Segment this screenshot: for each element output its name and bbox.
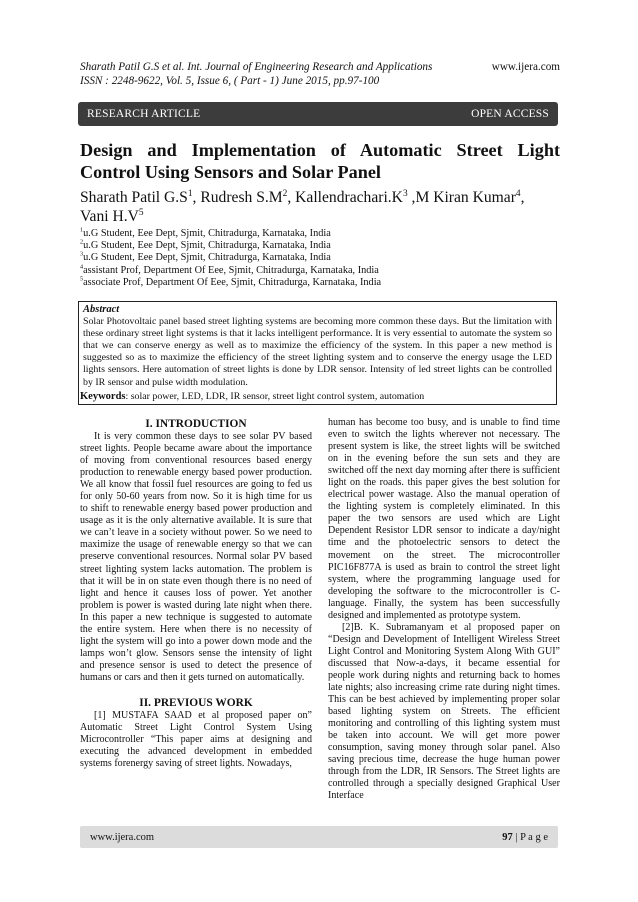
author-separator: , — [520, 189, 525, 206]
introduction-paragraph: It is very common these days to see solar PV based street lights. People became aware about the importance of moving from conventional resources based energy production to renewable energy based power production. We all know that fossil fuel resources are going to fed us for only 50-60 years from now. So it is high time for us to shift to renewable energy based power production and usage as it is the only alternative available. It is sure that we can’t leave in a society without power. So we need to maximize the usage of renewable energy so that we can preserve conventional resources. Normal solar PV based street lighting system lacks automation. The problem is that it will be in on state even though there is no need of light and hence it causes loss of power. Yet another problem is power is wasted during late night when there. In this paper a new technique is suggested to automate the entire system. Here when there is no necessity of light the system will go into a power down mode and the lamps won’t glow. Sensors sense the intensity of light and presence sensor is used to detect the presence of humans or cars and then it gets turned on automatically. — [80, 431, 312, 683]
affiliation-sup: 2 — [80, 238, 84, 246]
footer-site-link[interactable]: www.ijera.com — [90, 831, 155, 843]
keywords-line — [80, 391, 556, 403]
article-type-banner — [78, 102, 558, 126]
citation-line-1: Sharath Patil G.S et al. Int. Journal of Engineering Research and Applications — [80, 61, 433, 73]
abstract-box — [78, 301, 557, 405]
keywords-text: : solar power, LED, LDR, IR sensor, street light control system, automation — [125, 391, 425, 402]
affiliation-text: associate Prof, Department Of Eee, Sjmit, Chitradurga, Karnataka, India — [83, 276, 382, 288]
affiliation-text: u.G Student, Eee Dept, Sjmit, Chitradurga, Karnataka, India — [83, 252, 331, 264]
open-access-label: OPEN ACCESS — [471, 108, 549, 120]
affiliation-line — [80, 228, 560, 240]
right-column — [328, 417, 560, 803]
affiliation-text: u.G Student, Eee Dept, Sjmit, Chitradurga, Karnataka, India — [83, 228, 331, 239]
abstract-text: Solar Photovoltaic panel based street lighting systems are becoming more common these days. But the limitation with these ordinary street light systems is that it lacks intelligent performance. It is very essential to automate the system so that we can conserve energy as well as to maximize the efficiency of the system. In this paper a new method is suggested so as to maximize the efficiency of the street lighting system and to conserve the energy usage the LED lights sensors. Here automation of street lights is done by LDR sensor. Intensity of led street lights can be controlled by IR sensor and pulse width modulation. — [83, 316, 552, 388]
author-list — [80, 188, 560, 226]
author-sup: 4 — [515, 188, 521, 199]
left-column — [80, 417, 312, 770]
page-number-value: 97 — [502, 831, 513, 843]
affiliation-sup: 3 — [80, 250, 84, 258]
author-name: Vani H.V — [80, 208, 139, 225]
page-number — [502, 832, 548, 843]
previous-work-continued: human has become too busy, and is unable to find time even to switch the lights wherever not necessary. The present system is like, the street lights will be switched on in the evening before the sun sets and they are switched off the next day morning after there is sufficient light on the roads. this paper gives the best solution for electrical power wastage. Also the manual operation of the lighting system is completely eliminated. In this paper the two sensors are used which are Light Dependent Resistor LDR sensor to indicate a day/night time and the photoelectric sensors to detect the movement on the street. The microcontroller PIC16F877A is used as brain to control the street light system, where the programming language used for developing the software to the microcontroller is C-language. Finally, the system has been successfully designed and implemented as prototype system. — [328, 417, 560, 621]
affiliations — [80, 228, 560, 289]
author-sup: 1 — [187, 188, 193, 199]
affiliation-line — [80, 252, 560, 264]
section-heading-introduction: I. INTRODUCTION — [145, 418, 247, 430]
page-label: | P a g e — [512, 831, 548, 843]
affiliation-line — [80, 265, 560, 277]
citation-line-2: ISSN : 2248-9622, Vol. 5, Issue 6, ( Part - 1) June 2015, pp.97-100 — [80, 75, 380, 87]
author-name: , Rudresh S.M — [192, 189, 283, 206]
author-name: ,M Kiran Kumar — [407, 189, 516, 206]
author-sup: 5 — [138, 207, 144, 218]
previous-work-paragraph: [1] MUSTAFA SAAD et al proposed paper on” Automatic Street Light Control System Using Microcontroller “This paper aims at designing and executing the advanced development in embedded systems forenergy saving of street lights. Nowadays, — [80, 709, 312, 770]
author-sup: 2 — [282, 188, 288, 199]
section-heading-previous-work: II. PREVIOUS WORK — [139, 696, 253, 709]
running-header — [80, 60, 560, 88]
affiliation-text: u.G Student, Eee Dept, Sjmit, Chitradurga, Karnataka, India — [83, 240, 331, 252]
article-type-label: RESEARCH ARTICLE — [87, 108, 201, 120]
affiliation-text: assistant Prof, Department Of Eee, Sjmit, Chitradurga, Karnataka, India — [83, 264, 379, 276]
affiliation-sup: 4 — [80, 263, 84, 271]
header-site-link[interactable]: www.ijera.com — [491, 61, 560, 73]
author-sup: 3 — [402, 188, 408, 199]
affiliation-line — [80, 240, 560, 252]
affiliation-line — [80, 277, 560, 289]
previous-work-paragraph-2: [2]B. K. Subramanyam et al proposed paper on “Design and Development of Intelligent Wireless Street Light Control and Monitoring System Along With GUI” discussed that Now-a-days, it became essential for people work during nights and returning back to homes late nights; also increasing crime rate during night times. This can be best achieved by implementing proper solar based lighting system on Streets. The efficient monitoring and controlling of this lighting system must be taken into account. We will get more power consumption, saving money through solar panel. Also saving precious time, decrease the huge human power through from the LDR, IR Sensors. The Street lights are controlled through a specially designed Graphical User Interface — [328, 621, 560, 802]
author-name: Sharath Patil G.S — [80, 189, 188, 206]
keywords-label: Keywords — [80, 391, 126, 402]
affiliation-sup: 1 — [80, 226, 84, 234]
affiliation-sup: 5 — [80, 275, 84, 283]
author-name: , Kallendrachari.K — [287, 189, 403, 206]
paper-title: Design and Implementation of Automatic Street Light Control Using Sensors and Solar Panel — [80, 140, 560, 182]
page-footer — [80, 826, 558, 848]
abstract-heading: Abstract — [83, 304, 120, 315]
